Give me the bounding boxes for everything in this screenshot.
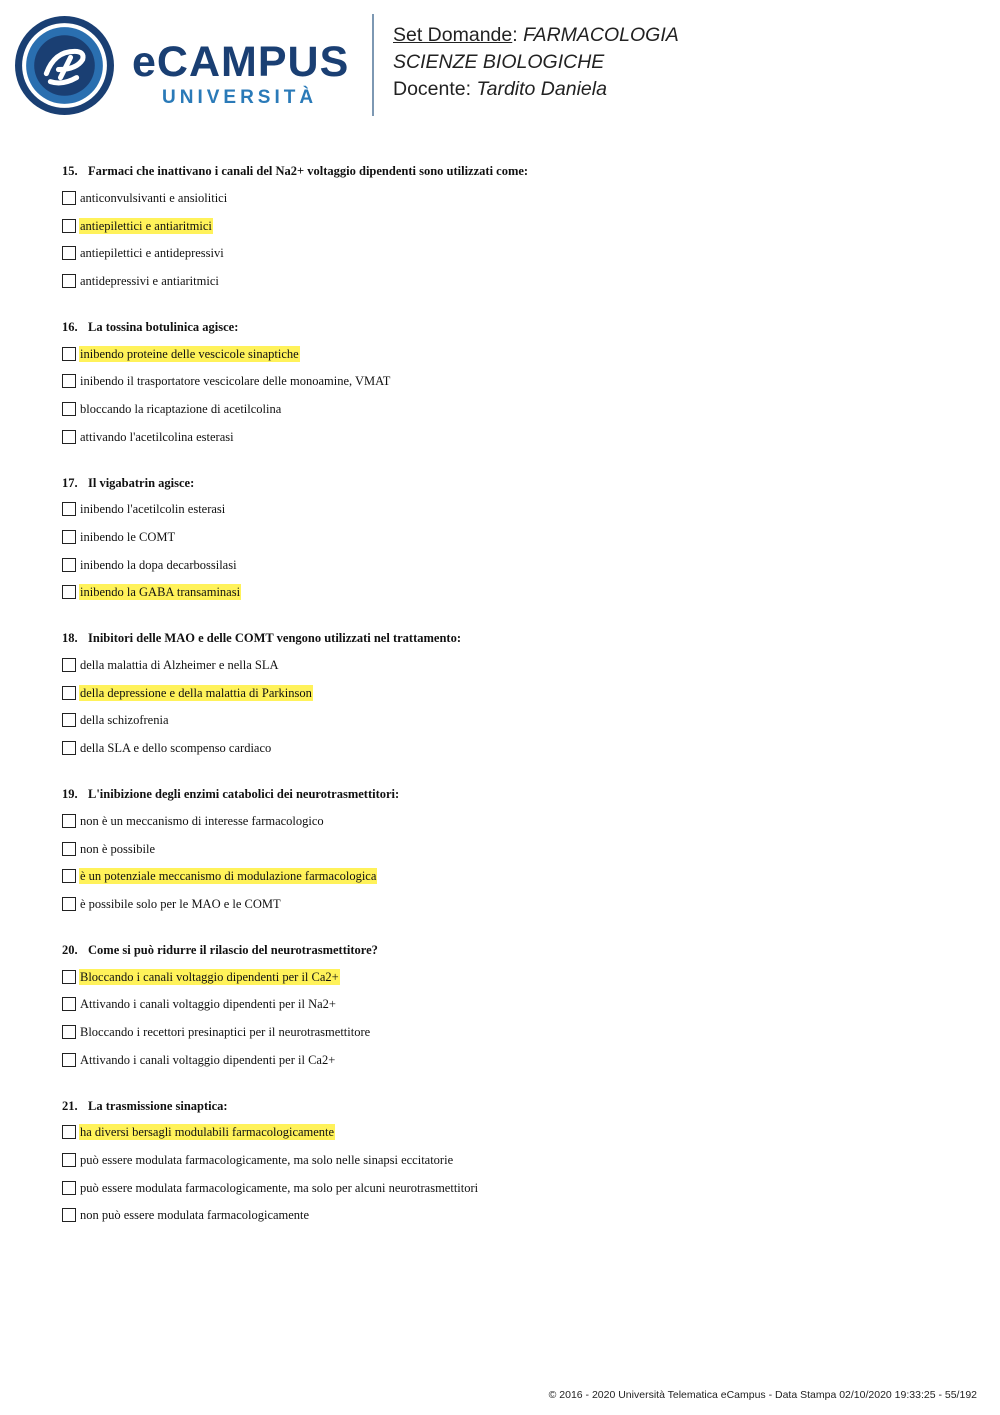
answer-checkbox[interactable] <box>62 1181 76 1195</box>
question-block <box>62 1093 962 1230</box>
question-list <box>62 158 962 1248</box>
answer-text: Attivando i canali voltaggio dipendenti per il Ca2+ <box>80 1052 336 1067</box>
answer-option[interactable] <box>62 963 962 991</box>
answer-option[interactable] <box>62 267 962 295</box>
answer-text: antidepressivi e antiaritmici <box>80 273 219 288</box>
answer-option[interactable] <box>62 423 962 451</box>
question-text: L'inibizione degli enzimi catabolici dei neurotrasmettitori: <box>88 787 400 801</box>
question-text: Come si può ridurre il rilascio del neurotrasmettitore? <box>88 942 378 957</box>
question-title <box>62 314 962 340</box>
answer-checkbox[interactable] <box>62 658 76 672</box>
answer-checkbox[interactable] <box>62 402 76 416</box>
answer-option[interactable] <box>62 707 962 735</box>
answer-checkbox[interactable] <box>62 1153 76 1167</box>
question-text: La tossina botulinica agisce: <box>88 319 239 334</box>
question-number: 19. <box>62 787 78 801</box>
answer-text: inibendo il trasportatore vescicolare delle monoamine, VMAT <box>80 374 391 389</box>
question-number: 15. <box>62 164 78 178</box>
answer-option[interactable] <box>62 184 962 212</box>
question-block <box>62 937 962 1074</box>
answer-text: antiepilettici e antidepressivi <box>80 246 224 261</box>
answer-text: Bloccando i recettori presinaptici per il neurotrasmettitore <box>80 1024 371 1039</box>
answer-checkbox[interactable] <box>62 997 76 1011</box>
answer-option[interactable] <box>62 496 962 524</box>
answer-option[interactable] <box>62 862 962 890</box>
question-title <box>62 937 962 963</box>
question-text: La trasmissione sinaptica: <box>88 1098 228 1113</box>
answer-option[interactable] <box>62 395 962 423</box>
answer-option[interactable] <box>62 1146 962 1174</box>
question-title <box>62 1093 962 1119</box>
course-name: SCIENZE BIOLOGICHE <box>393 51 605 73</box>
question-number: 20. <box>62 942 78 957</box>
question-number: 21. <box>62 1098 78 1113</box>
question-text: Farmaci che inattivano i canali del Na2+ voltaggio dipendenti sono utilizzati come: <box>88 164 529 178</box>
answer-text: non è possibile <box>80 841 155 856</box>
answer-text: Attivando i canali voltaggio dipendenti per il Na2+ <box>80 997 336 1012</box>
answer-option[interactable] <box>62 340 962 368</box>
answer-checkbox[interactable] <box>62 713 76 727</box>
answer-text-highlighted: inibendo proteine delle vescicole sinaptiche <box>80 346 299 361</box>
answer-checkbox[interactable] <box>62 897 76 911</box>
question-block <box>62 314 962 451</box>
logo-wordmark: eCAMPUS <box>132 38 350 86</box>
answer-checkbox[interactable] <box>62 347 76 361</box>
answer-option[interactable] <box>62 1119 962 1147</box>
answer-text: inibendo la dopa decarbossilasi <box>80 557 237 572</box>
answer-text: può essere modulata farmacologicamente, ma solo per alcuni neurotrasmettitori <box>80 1180 479 1195</box>
answer-text: inibendo l'acetilcolin esterasi <box>80 502 226 517</box>
logo-subtitle: UNIVERSITÀ <box>162 87 318 108</box>
course-line <box>393 49 679 76</box>
answer-text: è possibile solo per le MAO e le COMT <box>80 896 281 911</box>
answer-option[interactable] <box>62 212 962 240</box>
header-info <box>393 22 679 103</box>
page-header <box>0 0 1000 130</box>
answer-text-highlighted: ha diversi bersagli modulabili farmacologicamente <box>80 1125 335 1140</box>
answer-checkbox[interactable] <box>62 1025 76 1039</box>
answer-checkbox[interactable] <box>62 558 76 572</box>
question-text: Inibitori delle MAO e delle COMT vengono utilizzati nel trattamento: <box>88 631 461 646</box>
answer-text: della SLA e dello scompenso cardiaco <box>80 741 272 756</box>
answer-checkbox[interactable] <box>62 530 76 544</box>
answer-checkbox[interactable] <box>62 1053 76 1067</box>
answer-text: non è un meccanismo di interesse farmacologico <box>80 813 324 828</box>
ecampus-logo-icon <box>14 15 115 116</box>
answer-checkbox[interactable] <box>62 430 76 444</box>
answer-option[interactable] <box>62 807 962 835</box>
answer-text: della schizofrenia <box>80 713 169 728</box>
answer-option[interactable] <box>62 1018 962 1046</box>
answer-text-highlighted: della depressione e della malattia di Parkinson <box>80 685 312 700</box>
answer-text-highlighted: inibendo la GABA transaminasi <box>80 585 241 600</box>
teacher-label: Docente <box>393 78 466 100</box>
question-number: 17. <box>62 475 78 490</box>
answer-checkbox[interactable] <box>62 970 76 984</box>
question-text: Il vigabatrin agisce: <box>88 475 195 490</box>
answer-checkbox[interactable] <box>62 1208 76 1222</box>
answer-checkbox[interactable] <box>62 1125 76 1139</box>
answer-text: anticonvulsivanti e ansiolitici <box>80 190 228 205</box>
answer-checkbox[interactable] <box>62 502 76 516</box>
answer-option[interactable] <box>62 679 962 707</box>
answer-text: inibendo le COMT <box>80 530 176 545</box>
answer-option[interactable] <box>62 1174 962 1202</box>
answer-option[interactable] <box>62 734 962 762</box>
set-line: Set Domande: FARMACOLOGIA <box>393 24 679 46</box>
answer-option[interactable] <box>62 551 962 579</box>
question-block <box>62 470 962 607</box>
answer-checkbox[interactable] <box>62 814 76 828</box>
answer-option[interactable] <box>62 1046 962 1074</box>
answer-text-highlighted: Bloccando i canali voltaggio dipendenti per il Ca2+ <box>80 969 339 984</box>
answer-checkbox[interactable] <box>62 374 76 388</box>
question-block <box>62 158 962 295</box>
answer-checkbox[interactable] <box>62 246 76 260</box>
answer-option[interactable] <box>62 651 962 679</box>
answer-option[interactable] <box>62 890 962 918</box>
answer-checkbox[interactable] <box>62 219 76 233</box>
answer-option[interactable] <box>62 1202 962 1230</box>
set-label: Set Domande <box>393 24 513 46</box>
question-title <box>62 470 962 496</box>
answer-checkbox[interactable] <box>62 842 76 856</box>
answer-option[interactable] <box>62 835 962 863</box>
answer-option[interactable] <box>62 990 962 1018</box>
answer-checkbox[interactable] <box>62 869 76 883</box>
question-block <box>62 781 962 918</box>
teacher-line: Docente: Tardito Daniela <box>393 78 607 100</box>
question-title <box>62 781 962 807</box>
question-number: 16. <box>62 319 78 334</box>
question-title <box>62 158 962 184</box>
answer-checkbox[interactable] <box>62 274 76 288</box>
answer-checkbox[interactable] <box>62 191 76 205</box>
answer-option[interactable] <box>62 367 962 395</box>
answer-option[interactable] <box>62 579 962 607</box>
question-number: 18. <box>62 631 78 646</box>
answer-checkbox[interactable] <box>62 686 76 700</box>
answer-text: non può essere modulata farmacologicamente <box>80 1208 310 1223</box>
answer-checkbox[interactable] <box>62 741 76 755</box>
answer-text: della malattia di Alzheimer e nella SLA <box>80 658 279 673</box>
question-block <box>62 625 962 762</box>
teacher-value: Tardito Daniela <box>476 78 607 100</box>
answer-text: può essere modulata farmacologicamente, ma solo nelle sinapsi eccitatorie <box>80 1153 454 1168</box>
answer-text: attivando l'acetilcolina esterasi <box>80 429 234 444</box>
answer-option[interactable] <box>62 239 962 267</box>
header-divider <box>372 14 374 116</box>
answer-option[interactable] <box>62 523 962 551</box>
answer-text-highlighted: antiepilettici e antiaritmici <box>80 218 212 233</box>
page-footer: © 2016 - 2020 Università Telematica eCampus - Data Stampa 02/10/2020 19:33:25 - 55/192 <box>548 1389 977 1401</box>
answer-text: bloccando la ricaptazione di acetilcolina <box>80 401 282 416</box>
answer-checkbox[interactable] <box>62 585 76 599</box>
set-value: FARMACOLOGIA <box>523 24 679 46</box>
answer-text-highlighted: è un potenziale meccanismo di modulazione farmacologica <box>80 869 377 884</box>
question-title <box>62 625 962 651</box>
